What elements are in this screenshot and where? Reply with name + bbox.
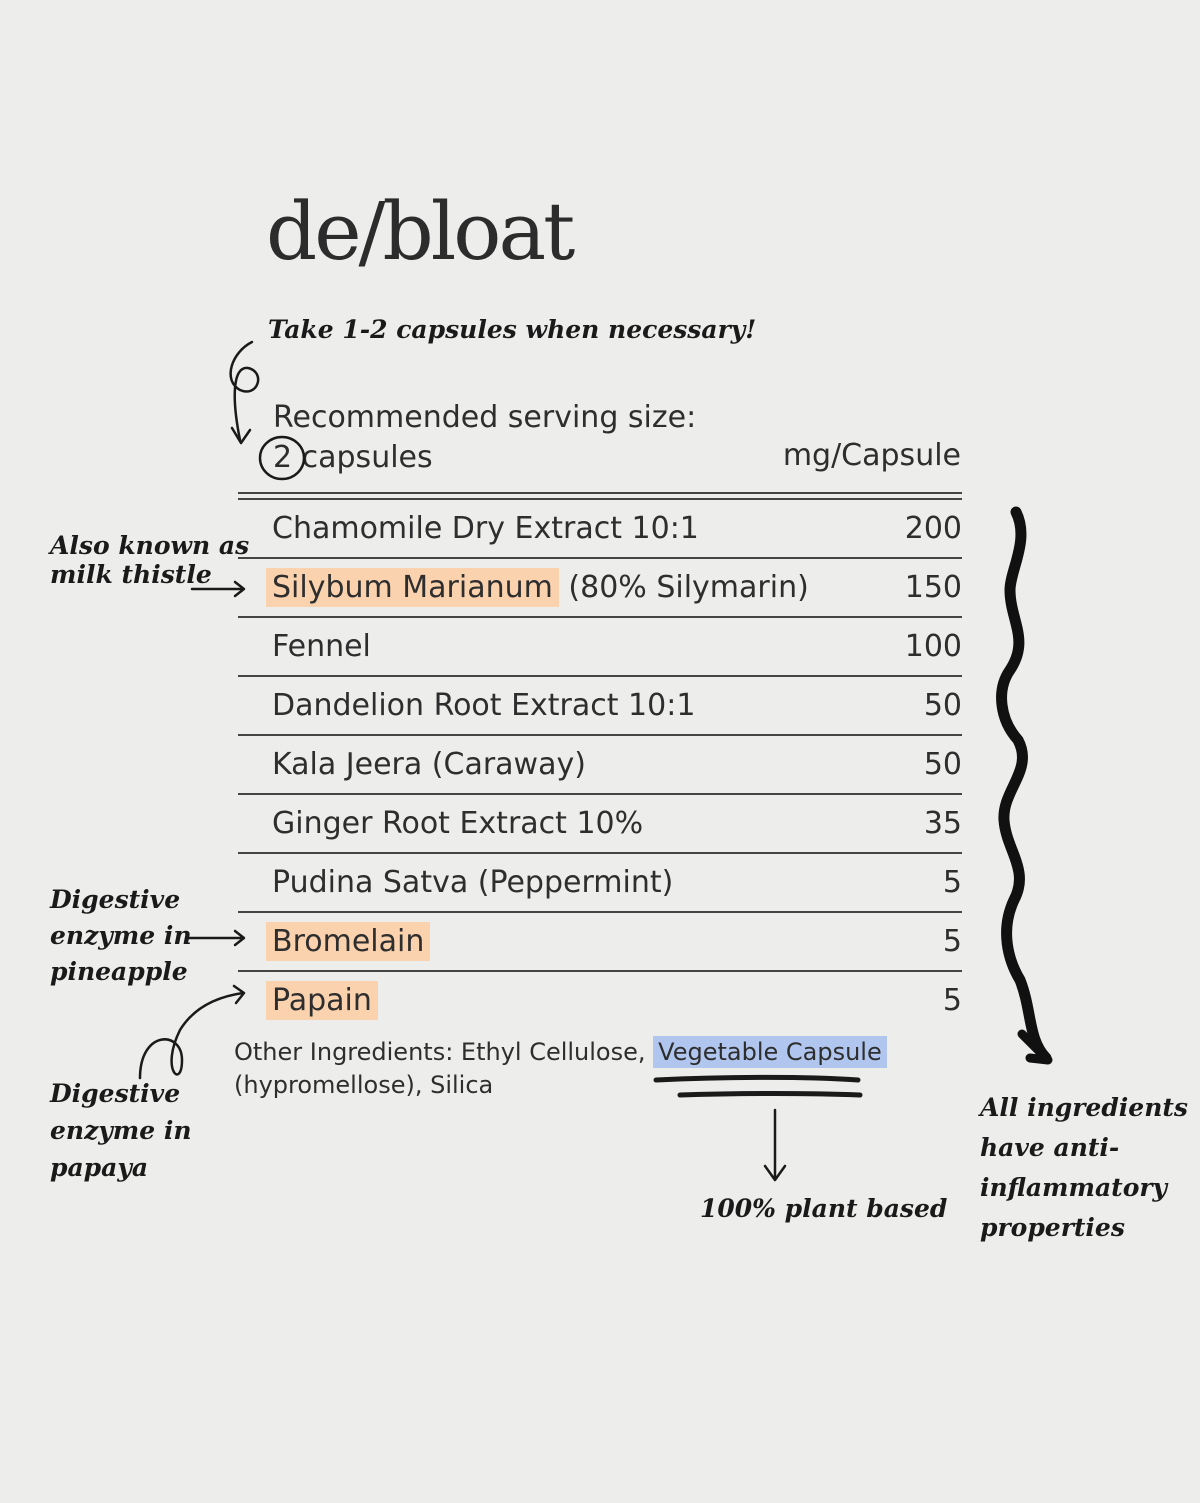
- arrowhead-icon: [232, 428, 250, 443]
- ingredient-mg: 35: [923, 806, 962, 841]
- ingredient-mg: 100: [904, 629, 962, 664]
- serving-count: 2: [273, 440, 293, 475]
- loop-arrow-icon: [231, 342, 259, 440]
- ingredient-name: Kala Jeera (Caraway): [272, 747, 586, 782]
- annotation-line: All ingredients: [980, 1093, 1189, 1122]
- dosage-note: Take 1-2 capsules when necessary!: [268, 315, 757, 344]
- arrow-right-icon: [188, 931, 244, 945]
- arrow-down-icon: [765, 1110, 785, 1180]
- annotation-plant-based: 100% plant based: [700, 1194, 948, 1223]
- ingredient-name: Fennel: [272, 629, 371, 664]
- ingredient-name: Bromelain: [266, 922, 430, 961]
- ingredient-mg: 5: [942, 865, 962, 900]
- annotation-line: Digestive: [50, 1079, 181, 1108]
- underline-mark: [656, 1077, 858, 1080]
- annotation-line: have anti-: [980, 1133, 1120, 1162]
- squiggle-arrow-icon: [1002, 512, 1046, 1058]
- ingredient-name: Silybum Marianum: [266, 568, 559, 607]
- annotation-line: properties: [980, 1213, 1125, 1242]
- vegetable-capsule-highlight: Vegetable Capsule: [653, 1036, 887, 1068]
- ingredient-mg: 50: [923, 688, 962, 723]
- circle-mark-icon: [260, 437, 304, 479]
- annotation-line: inflammatory: [980, 1173, 1168, 1202]
- annotation-line: milk thistle: [50, 559, 212, 589]
- ingredient-name: Dandelion Root Extract 10:1: [272, 688, 696, 723]
- other-ingredients-prefix: Other Ingredients: Ethyl Cellulose,: [234, 1038, 646, 1066]
- ingredient-mg: 5: [942, 983, 962, 1018]
- ingredient-mg: 150: [904, 570, 962, 605]
- underline-mark: [680, 1094, 860, 1096]
- annotation-line: Also known as: [50, 531, 250, 560]
- serving-label: Recommended serving size:: [273, 400, 697, 435]
- ingredient-mg: 200: [904, 511, 962, 546]
- annotation-line: enzyme in: [50, 921, 192, 950]
- ingredient-mg: 5: [942, 924, 962, 959]
- annotation-line: pineapple: [50, 957, 188, 986]
- curly-arrow-icon: [140, 993, 243, 1078]
- arrow-right-icon: [192, 582, 244, 596]
- ingredient-name: Ginger Root Extract 10%: [272, 806, 644, 841]
- other-ingredients-suffix: (hypromellose), Silica: [234, 1071, 494, 1099]
- annotation-line: Digestive: [50, 885, 181, 914]
- ingredient-mg: 50: [923, 747, 962, 782]
- ingredient-extra: (80% Silymarin): [568, 570, 809, 605]
- brand-logo: de/bloat: [266, 185, 573, 278]
- annotation-line: papaya: [50, 1153, 149, 1182]
- ingredient-name: Pudina Satva (Peppermint): [272, 865, 674, 900]
- annotation-line: enzyme in: [50, 1116, 192, 1145]
- ingredient-name: Chamomile Dry Extract 10:1: [272, 511, 699, 546]
- ingredient-name: Papain: [266, 981, 378, 1020]
- column-header-mg: mg/Capsule: [782, 438, 961, 473]
- serving-unit: capsules: [301, 440, 433, 475]
